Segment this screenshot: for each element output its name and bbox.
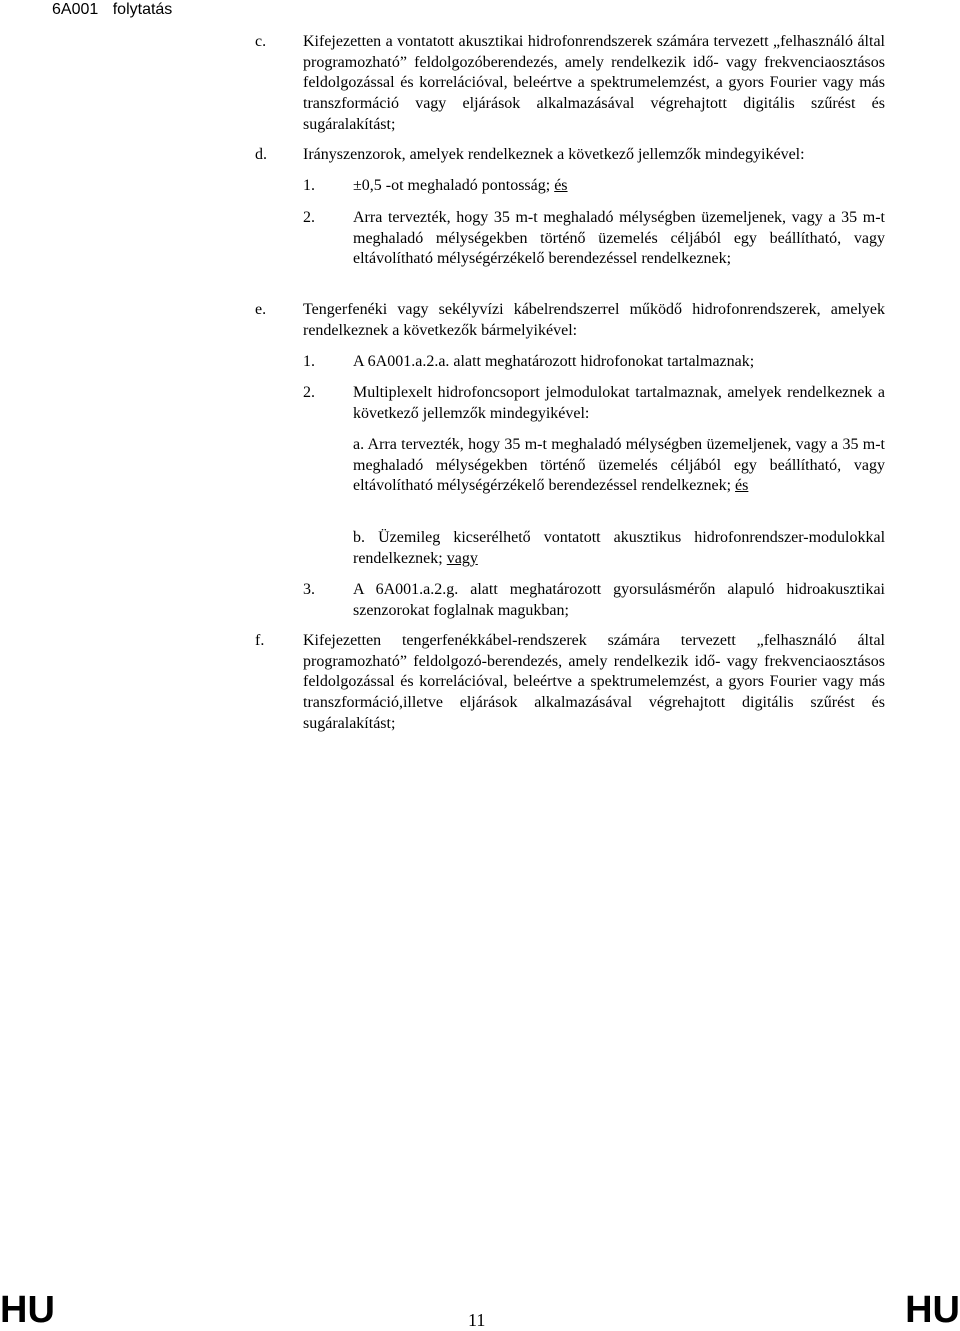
item-e3-label: 3. <box>303 581 315 598</box>
item-d1-text: ±0,5 -ot meghaladó pontosság; <box>353 177 551 194</box>
item-e2b-label: b. <box>353 529 365 546</box>
item-e1-label: 1. <box>303 353 315 370</box>
footer-lang-right: HU <box>905 1289 960 1331</box>
item-d1 <box>353 176 885 197</box>
header-code: 6A001 <box>52 1 99 18</box>
item-d-label: d. <box>255 146 267 163</box>
item-e1-text: A 6A001.a.2.a. alatt meghatározott hidrofonokat tartalmaznak; <box>353 353 755 370</box>
item-f-label: f. <box>255 632 265 649</box>
item-e2-label: 2. <box>303 384 315 401</box>
item-d2-label: 2. <box>303 209 315 226</box>
item-e2b <box>353 528 885 569</box>
item-e2b-text: Üzemileg kicserélhető vontatott akusztikus hidrofonrendszer-modulokkal rendelkeznek; <box>353 529 886 567</box>
item-e-label: e. <box>255 301 267 318</box>
item-e2a <box>353 435 885 497</box>
item-e-text: Tengerfenéki vagy sekélyvízi kábelrendszerrel működő hidrofonrendszerek, amelyek rendelkeznek a következők bármelyikével: <box>303 301 885 339</box>
item-d1-conj: és <box>554 177 568 194</box>
item-e2b-conj: vagy <box>446 549 478 567</box>
item-e2a-label: a. <box>353 436 365 453</box>
footer-lang-left: HU <box>0 1289 55 1331</box>
item-e3-text: A 6A001.a.2.g. alatt meghatározott gyorsulásmérőn alapuló hidroakusztikai szenzorokat foglalnak magukban; <box>353 581 885 619</box>
item-e2a-text: Arra tervezték, hogy 35 m-t meghaladó mélységben üzemeljenek, vagy a 35 m-t meghaladó mélységekben történő üzemelés céljából egy beállítható, vagy eltávolítható mélységérzékelő berendezéssel rendelkeznek; <box>353 436 885 495</box>
item-f-text: Kifejezetten tengerfenékkábel-rendszerek számára tervezett „felhasználó által programozható” feldolgozó-berendezés, amely rendelkezik idő- vagy frekvenciaosztásos feldolgozással és korrelációval, beleértve a spektrumelemzést, a gyors Fourier vagy más transzformáció,illetve eljárások alkalmazásával végrehajtott digitális szűrést és sugáralakítást; <box>303 632 885 732</box>
header-continued: folytatás <box>112 1 173 18</box>
page-number: 11 <box>468 1310 486 1330</box>
page-header <box>52 0 182 21</box>
item-d1-label: 1. <box>303 177 315 194</box>
item-e2-text: Multiplexelt hidrofoncsoport jelmodulokat tartalmaznak, amelyek rendelkeznek a következő jellemzők mindegyikével: <box>353 384 885 422</box>
item-d-text: Irányszenzorok, amelyek rendelkeznek a következő jellemzők mindegyikével: <box>303 146 805 163</box>
item-d2-text: Arra tervezték, hogy 35 m-t meghaladó mélységben üzemeljenek, vagy a 35 m-t meghaladó mélységekben történő üzemelés céljából egy beállítható, vagy eltávolítható mélységérzékelő berendezéssel rendelkeznek; <box>353 209 885 268</box>
item-c-label: c. <box>255 33 267 50</box>
item-c-text: Kifejezetten a vontatott akusztikai hidrofonrendszerek számára tervezett „felhasználó által programozható” feldolgozóberendezés, amely rendelkezik idő- vagy frekvenciaosztásos feldolgozással és korrelációval, beleértve a spektrumelemzést, a gyors Fourier vagy más transzformáció vagy eljárások alkalmazásával végrehajtott digitális szűrést és sugáralakítást; <box>303 33 885 133</box>
item-e2a-conj: és <box>735 477 749 495</box>
